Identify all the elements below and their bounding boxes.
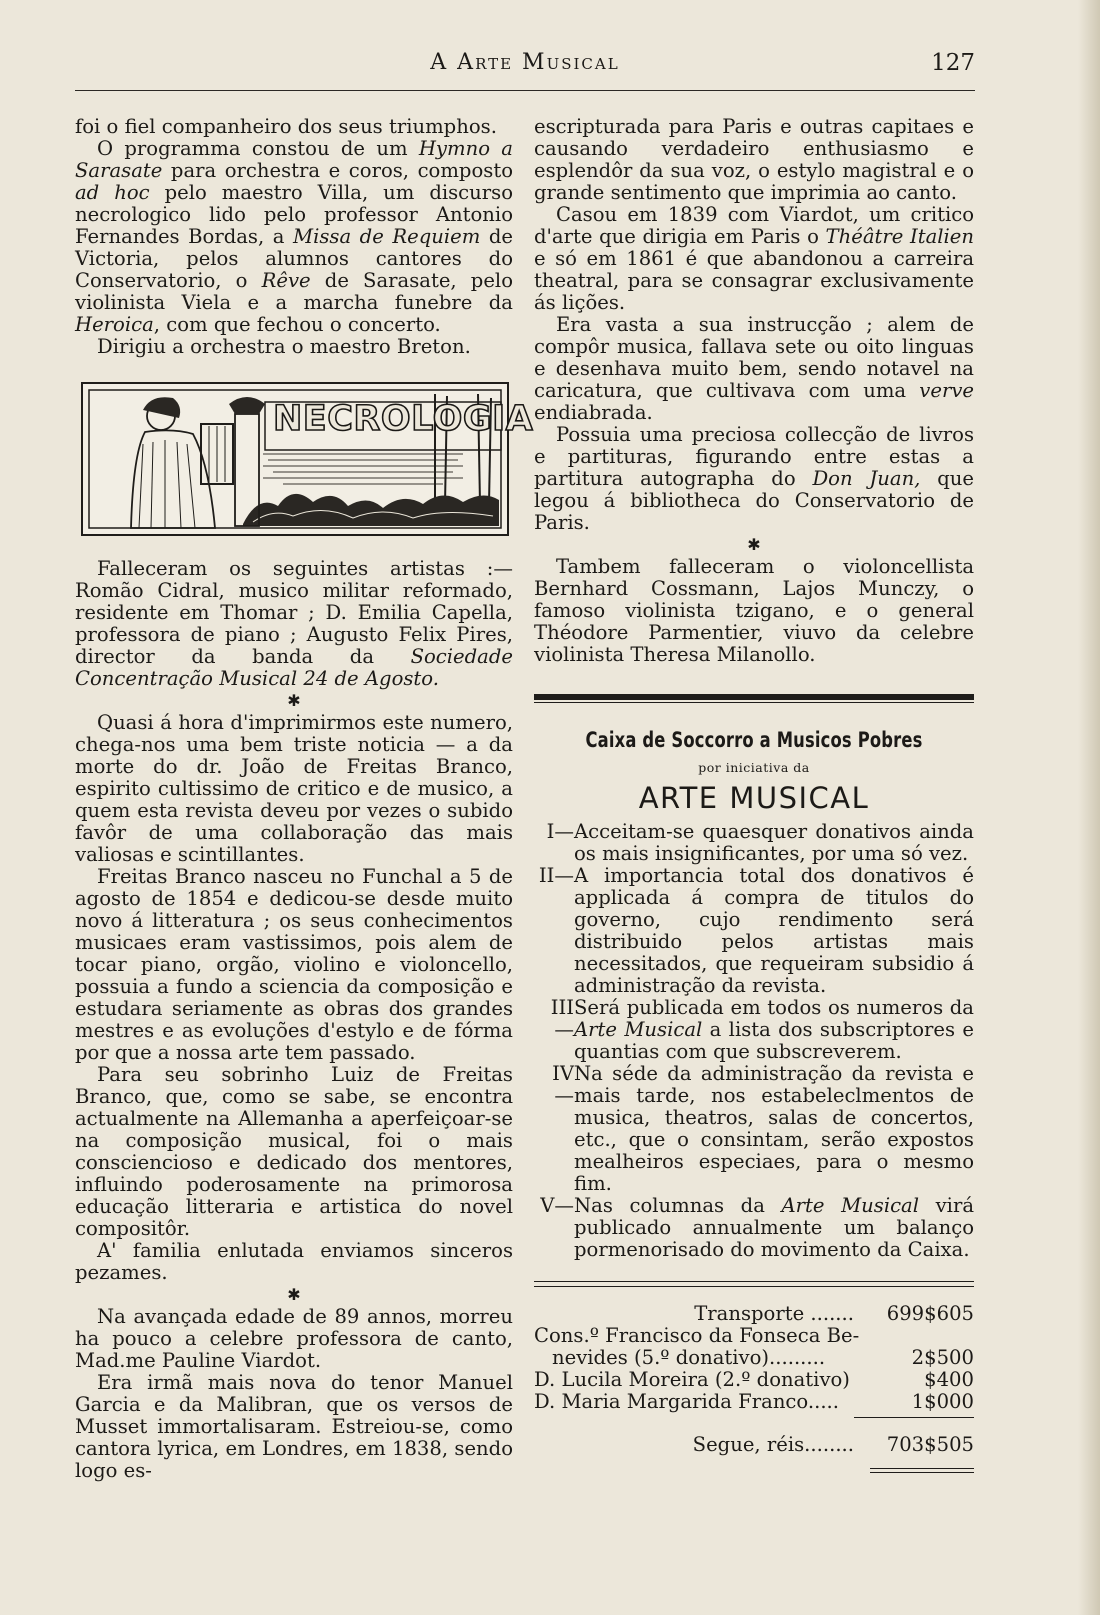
right-column bbox=[534, 116, 974, 1476]
section-rule-thin bbox=[534, 1281, 974, 1282]
list-item: III— Será publicada em todos os numeros da Arte Musical a lista dos subscriptores e quantias com que subscreverem. bbox=[550, 996, 974, 1063]
section-rule-thin bbox=[534, 1286, 974, 1287]
ledger-total-amount: 703$505 bbox=[886, 1433, 974, 1456]
caixa-rules-list bbox=[534, 821, 974, 1261]
list-item: IV— Na séde da administração da revista e mais tarde, nos estabeleclmentos de musica, theatros, salas de concertos, etc., que o consintam, serão expostos mealheiros especiaes, para o mesmo fim. bbox=[552, 1062, 974, 1195]
paragraph: Casou em 1839 com Viardot, um critico d'arte que dirigia em Paris o Théâtre Italien e só em 1861 é que abandonou a carreira theatral, para se consagrar exclusivamente ás lições. bbox=[534, 203, 974, 314]
caixa-subtitle: por iniciativa da bbox=[698, 760, 810, 775]
ledger-label: D. Maria Margarida Franco..... bbox=[534, 1390, 840, 1413]
paragraph: Falleceram os seguintes artistas :—Romão Cidral, musico militar reformado, residente em Thomar ; D. Emilia Capella, professora de piano ; Augusto Felix Pires, director da banda da Sociedade Concentração Musical 24 de Agosto. bbox=[75, 557, 513, 690]
paragraph: Possuia uma preciosa collecção de livros e partituras, figurando entre estas a partitura autographa do Don Juan, que legou á bibliotheca do Conservatorio de Paris. bbox=[534, 423, 974, 534]
ledger-label: D. Lucila Moreira (2.º donativo) bbox=[534, 1368, 850, 1391]
ledger-amount: $400 bbox=[924, 1368, 974, 1391]
ledger-total-label: Segue, réis........ bbox=[692, 1433, 854, 1456]
paragraph: Na avançada edade de 89 annos, morreu ha pouco a celebre professora de canto, Mad.me Pauline Viardot. bbox=[75, 1305, 513, 1372]
paragraph: Era irmã mais nova do tenor Manuel Garcia e da Malibran, que os versos de Musset immortalisaram. Estreiou-se, como cantora lyrica, em Londres, em 1838, sendo logo es- bbox=[75, 1371, 513, 1482]
section-rule-thin bbox=[534, 702, 974, 703]
closing-double-rule bbox=[870, 1468, 974, 1473]
list-item: II— A importancia total dos donativos é applicada á compra de titulos do governo, cujo rendimento será distribuido pelos artistas mais necessitados, que requeiram subsidio á administração da revista. bbox=[538, 864, 974, 997]
ledger-row bbox=[534, 1391, 974, 1413]
donations-ledger bbox=[534, 1303, 974, 1473]
page-edge-shadow bbox=[1078, 0, 1100, 1615]
paragraph: O programma constou de um Hymno a Sarasate para orchestra e coros, composto ad hoc pelo maestro Villa, um discurso necrologico lido pelo professor Antonio Fernandes Bordas, a Missa de Requiem de Victoria, pelos alumnos cantores do Conservatorio, o Rêve de Sarasate, pelo violinista Viela e a marcha funebre da Heroica, com que fechou o concerto. bbox=[75, 137, 513, 336]
paragraph: Quasi á hora d'imprimirmos este numero, chega-nos uma bem triste noticia — a da morte do dr. João de Freitas Branco, espirito cultissimo de critico e de musico, a quem esta revista deveu por vezes o subido favôr de uma collaboração das mais valiosas e scintillantes. bbox=[75, 711, 513, 866]
caixa-title: Caixa de Soccorro a Musicos Pobres bbox=[585, 728, 923, 752]
section-separator-star: ✱ bbox=[287, 691, 301, 710]
ledger-label: Cons.º Francisco da Fonseca Be- bbox=[534, 1324, 860, 1347]
ledger-row bbox=[534, 1347, 974, 1369]
header-rule bbox=[75, 90, 975, 91]
ledger-row bbox=[534, 1325, 974, 1347]
section-separator-star: ✱ bbox=[287, 1285, 301, 1304]
journal-title: A Arte Musical bbox=[430, 50, 620, 75]
list-item: V— Nas columnas da Arte Musical virá publicado annualmente um balanço pormenorisado do movimento da Caixa. bbox=[540, 1194, 974, 1261]
ledger-amount: 699$605 bbox=[886, 1302, 974, 1325]
ledger-amount: 2$500 bbox=[911, 1346, 974, 1369]
paragraph: Dirigiu a orchestra o maestro Breton. bbox=[97, 335, 471, 358]
paragraph: Freitas Branco nasceu no Funchal a 5 de agosto de 1854 e dedicou-se desde muito novo á litteratura ; os seus conhecimentos musicaes eram vastissimos, pois alem de tocar piano, orgão, violino e violoncello, possuia a fundo a sciencia da composição e estudara seriamente as obras dos grandes mestres e as evoluções d'estylo e de fórma por que a nossa arte tem passado. bbox=[75, 865, 513, 1064]
paragraph: A' familia enlutada enviamos sinceros pezames. bbox=[75, 1239, 513, 1284]
paragraph: foi o fiel companheiro dos seus triumphos. bbox=[75, 115, 497, 138]
left-column bbox=[75, 115, 534, 1482]
page-number: 127 bbox=[931, 50, 975, 76]
ledger-label: Transporte ....... bbox=[694, 1302, 854, 1325]
section-rule-thick bbox=[534, 694, 974, 700]
ledger-amount: 1$000 bbox=[911, 1390, 974, 1413]
paragraph: escripturada para Paris e outras capitaes e causando verdadeiro enthusiasmo e esplendôr da sua voz, o estylo magistral e o grande sentimento que imprimia ao canto. bbox=[534, 115, 974, 204]
paragraph: Tambem falleceram o violoncellista Bernhard Cossmann, Lajos Munczy, o famoso violinista tzigano, e o general Théodore Parmentier, viuvo da celebre violinista Theresa Milanollo. bbox=[534, 555, 974, 666]
ledger-row bbox=[534, 1303, 974, 1325]
section-separator-star: ✱ bbox=[747, 535, 761, 554]
subtotal-rule bbox=[854, 1417, 974, 1418]
paragraph: Era vasta a sua instrucção ; alem de compôr musica, fallava sete ou oito linguas e desenhava muito bem, sendo notavel na caricatura, que cultivava com uma verve endiabrada. bbox=[534, 313, 974, 424]
running-header bbox=[75, 46, 975, 86]
necrologia-heading: NECROLOGIA bbox=[273, 399, 534, 439]
caixa-arte-musical: ARTE MUSICAL bbox=[638, 781, 870, 815]
ledger-separator bbox=[534, 1281, 974, 1287]
paragraph: Para seu sobrinho Luiz de Freitas Branco, que, como se sabe, se encontra actualmente na Allemanha a aperfeiçoar-se na composição musical, foi o mais consciencioso e dedicado dos mentores, influindo poderosamente na primorosa educação litteraria e artistica do novel compositôr. bbox=[75, 1063, 513, 1240]
ledger-row bbox=[534, 1369, 974, 1391]
necrologia-banner bbox=[81, 382, 534, 536]
list-item: I— Acceitam-se quaesquer donativos ainda os mais insignificantes, por uma só vez. bbox=[546, 820, 974, 865]
ledger-label: nevides (5.º donativo)......... bbox=[552, 1346, 826, 1369]
ledger-total-row bbox=[534, 1434, 974, 1456]
